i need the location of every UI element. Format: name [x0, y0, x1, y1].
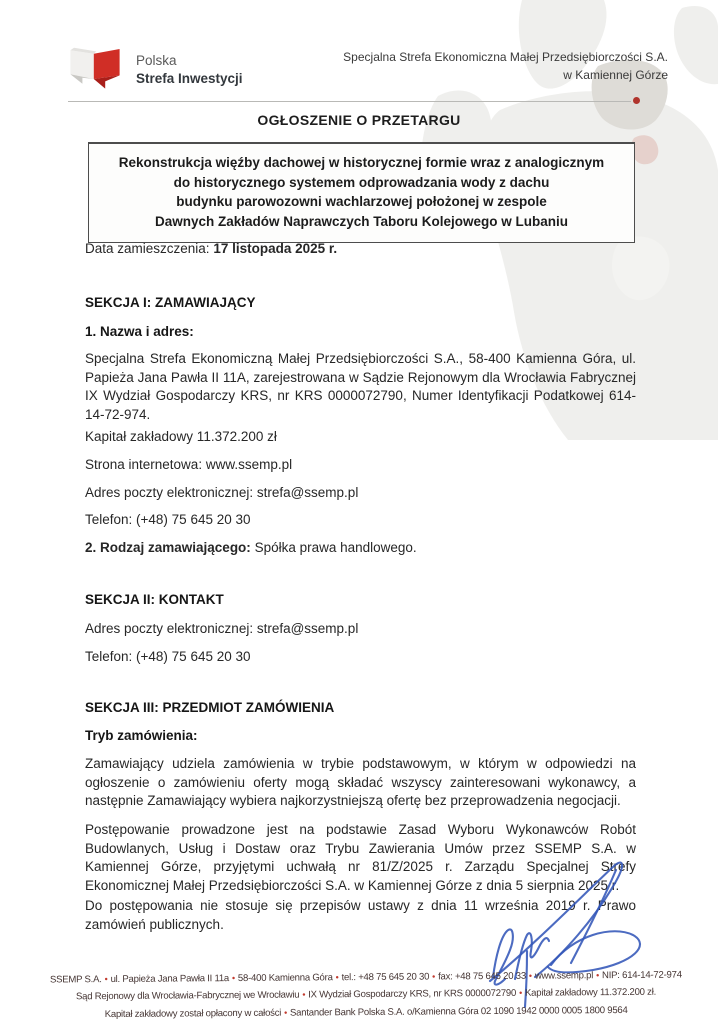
section-1-type-label: 2. Rodzaj zamawiającego: — [85, 540, 251, 555]
red-dot-icon — [633, 97, 640, 104]
section-1-phone: Telefon: (+48) 75 645 20 30 — [85, 512, 251, 527]
bullet-separator: • — [335, 972, 339, 983]
section-1-address-paragraph: Specjalna Strefa Ekonomiczną Małej Przedsiębiorczości S.A., 58-400 Kamienna Góra, ul. Papieża Jana Pawła II 11A, zarejestrowana w Sądzie Rejonowym dla Wrocławia Fabrycznej IX Wydział Gospodarczy KRS, nr KRS 0000072790, Numer Identyfikacji Podatkowej 614-14-72-974. — [85, 351, 636, 422]
section-1-email: Adres poczty elektronicznej: strefa@ssemp.pl — [85, 485, 359, 500]
bullet-separator: • — [231, 973, 235, 984]
footer-segment: www.ssemp.pl — [534, 970, 594, 982]
footer-segment: IX Wydział Gospodarczy KRS, nr KRS 0000072790 — [308, 988, 517, 1001]
psi-logo-text — [136, 52, 243, 88]
publication-date-label: Data zamieszczenia: — [85, 241, 214, 256]
section-3-sub: Tryb zamówienia: — [85, 728, 198, 743]
section-1-type-value: Spółka prawa handlowego. — [250, 540, 417, 555]
psi-flag-icon — [68, 44, 122, 96]
section-3-paragraph-3: Do postępowania nie stosuje się przepisów ustawy z dnia 11 września 2019 r. Prawo zamówień publicznych. — [85, 898, 636, 932]
section-3-paragraph-1: Zamawiający udziela zamówienia w trybie podstawowym, w którym w odpowiedzi na ogłoszenie o zamówieniu oferty mogą składać wszyscy zainteresowani wykonawcy, a następnie Zamawiający wybiera najkorzystniejszą ofertę bez przeprowadzenia negocjacji. — [85, 756, 636, 808]
footer-segment: Kapitał zakładowy 11.372.200 zł. — [524, 987, 657, 1000]
footer-segment: 58-400 Kamienna Góra — [237, 972, 333, 985]
organization-name-line2: w Kamiennej Górze — [563, 68, 668, 82]
tender-title-line: Dawnych Zakładów Naprawczych Taboru Kolejowego w Lubaniu — [154, 213, 569, 229]
organization-name-line1: Specjalna Strefa Ekonomiczna Małej Przedsiębiorczości S.A. — [343, 50, 668, 64]
section-2-email: Adres poczty elektronicznej: strefa@ssemp.pl — [85, 621, 359, 636]
section-3-heading: SEKCJA III: PRZEDMIOT ZAMÓWIENIA — [85, 700, 335, 715]
section-3-paragraph-2: Postępowanie prowadzone jest na podstawie Zasad Wyboru Wykonawców Robót Budowlanych, Usług i Dostaw oraz Trybu Zawierania Umów przez SSEMP S.A. w Kamiennej Górze, przyjętymi uchwałą nr 81/Z/2025 r. Zarządu Specjalnej Strefy Ekonomicznej Małej Przedsiębiorczości S.A. w Kamiennej Górze z dnia 5 sierpnia 2025 r. — [85, 822, 636, 893]
footer-segment: SSEMP S.A. — [49, 974, 102, 986]
section-1-capital: Kapitał zakładowy 11.372.200 zł — [85, 429, 277, 444]
section-1-type — [85, 540, 417, 555]
section-2-phone: Telefon: (+48) 75 645 20 30 — [85, 649, 251, 664]
bullet-separator: • — [432, 971, 436, 982]
bullet-separator: • — [302, 989, 306, 1000]
page-footer — [36, 966, 696, 1023]
footer-segment: tel.: +48 75 645 20 30 — [341, 971, 430, 984]
footer-segment: Sąd Rejonowy dla Wrocławia-Fabrycznej we Wrocławiu — [75, 989, 300, 1003]
section-1-website: Strona internetowa: www.ssemp.pl — [85, 457, 293, 472]
section-2-heading: SEKCJA II: KONTAKT — [85, 592, 224, 607]
psi-logo — [68, 44, 243, 96]
publication-date — [85, 241, 337, 256]
footer-segment: ul. Papieża Jana Pawła II 11a — [110, 973, 230, 986]
footer-segment: NIP: 614-14-72-974 — [601, 969, 682, 982]
tender-title-box — [88, 142, 635, 243]
bullet-separator: • — [528, 970, 532, 981]
announcement-heading: OGŁOSZENIE O PRZETARGU — [257, 112, 461, 128]
section-1-heading: SEKCJA I: ZAMAWIAJĄCY — [85, 295, 256, 310]
organization-name — [343, 48, 668, 84]
logo-line-polska: Polska — [136, 53, 177, 68]
tender-title-line: do historycznego systemem odprowadzania wody z dachu — [173, 174, 550, 190]
bullet-separator: • — [284, 1007, 288, 1018]
publication-date-value: 17 listopada 2025 r. — [213, 241, 338, 256]
bullet-separator: • — [104, 974, 108, 985]
footer-segment: fax: +48 75 645 20 33 — [438, 970, 526, 983]
bullet-separator: • — [519, 988, 523, 999]
footer-segment: Santander Bank Polska S.A. o/Kamienna Góra 02 1090 1942 0000 0005 1800 9564 — [289, 1004, 628, 1019]
page-header — [68, 42, 668, 102]
tender-title-line: Rekonstrukcja więźby dachowej w historycznej formie wraz z analogicznym — [118, 155, 605, 170]
section-1-sub1: 1. Nazwa i adres: — [85, 324, 194, 339]
tender-title-line: budynku parowozowni wachlarzowej położonej w zespole — [176, 194, 547, 209]
header-divider — [68, 101, 631, 102]
logo-line-strefa: Strefa Inwestycji — [136, 71, 243, 86]
bullet-separator: • — [596, 970, 600, 981]
footer-segment: Kapitał zakładowy został opłacony w całości — [104, 1007, 282, 1020]
